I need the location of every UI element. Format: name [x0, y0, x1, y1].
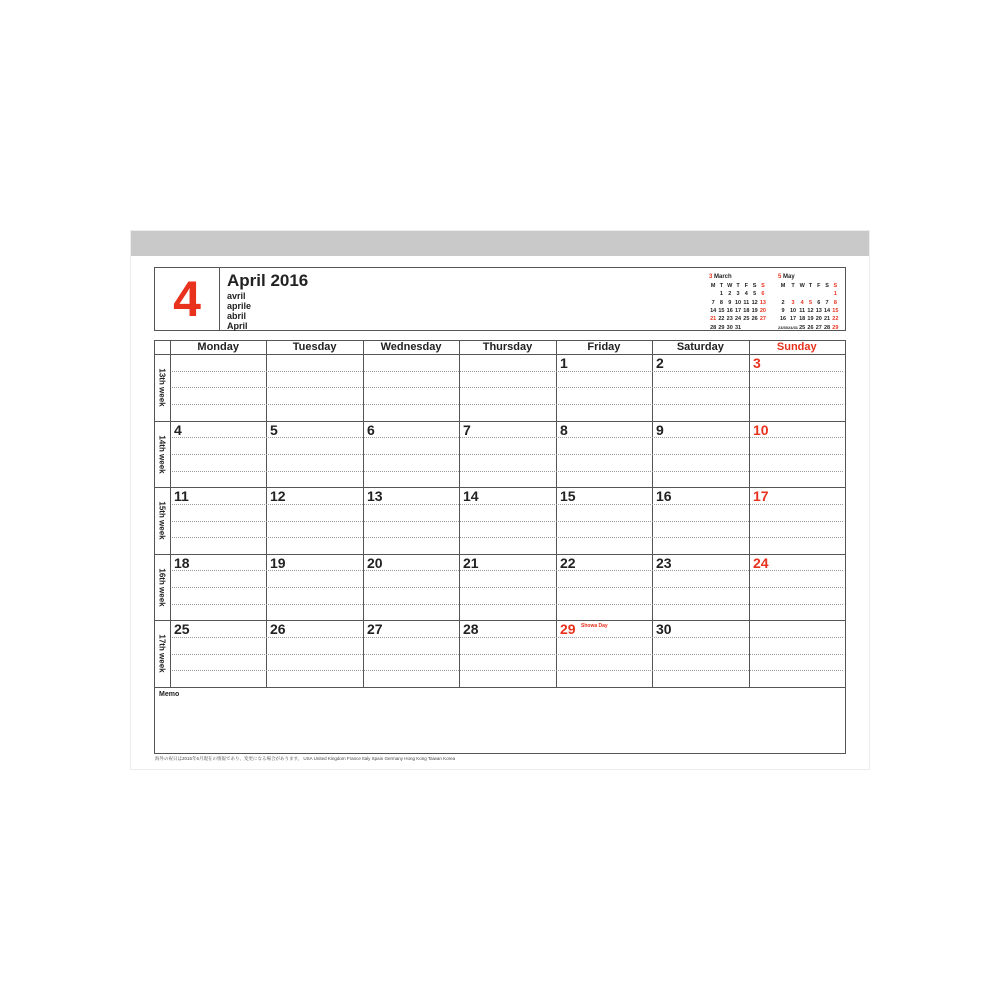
- mini-day: [750, 323, 758, 331]
- mini-day: 4: [800, 299, 804, 306]
- mini-weekday-header: T: [808, 283, 813, 290]
- mini-day: 26: [751, 316, 758, 323]
- day-number: 10: [753, 422, 769, 438]
- mini-day: 20: [815, 316, 822, 323]
- translation-es: abril: [227, 311, 247, 321]
- mini-day: 20: [759, 308, 766, 315]
- mini-day: 21: [710, 316, 717, 323]
- week-label-text: 14th week: [158, 435, 167, 474]
- day-number: 23: [656, 555, 672, 571]
- mini-day: 3: [736, 291, 740, 298]
- mini-day: 31: [734, 324, 742, 331]
- week-label-text: 15th week: [158, 501, 167, 540]
- day-number: 26: [270, 621, 286, 637]
- column-divider: [652, 341, 653, 687]
- memo-box: [154, 687, 846, 754]
- writing-line: [172, 654, 843, 655]
- day-number: 29: [560, 621, 576, 637]
- week-divider: [155, 620, 845, 621]
- mini-day: 5: [753, 291, 757, 298]
- mini-day: 14: [710, 308, 717, 315]
- memo-label: Memo: [159, 691, 180, 698]
- day-number: 14: [463, 488, 479, 504]
- month-header: [154, 267, 846, 331]
- mini-day: 16: [726, 308, 733, 315]
- translation-de: April: [227, 321, 248, 331]
- day-number: 3: [753, 355, 761, 371]
- month-translations: [227, 291, 251, 331]
- column-divider: [170, 341, 171, 687]
- mini-day: 2: [781, 299, 785, 306]
- mini-day: 24: [734, 316, 742, 323]
- mini-day: 30: [726, 324, 733, 331]
- mini-day: 13: [759, 299, 766, 306]
- mini-weekday-header: W: [727, 283, 733, 290]
- week-label: [155, 487, 170, 554]
- mini-day: 10: [734, 299, 742, 306]
- mini-day: 19: [751, 308, 758, 315]
- mini-day: 21: [824, 316, 831, 323]
- writing-line: [172, 604, 843, 605]
- day-number: 8: [560, 422, 568, 438]
- mini-day: 12: [751, 299, 758, 306]
- week-label-text: 17th week: [158, 634, 167, 673]
- mini-day: 23: [726, 316, 733, 323]
- mini-day: 8: [719, 299, 723, 306]
- mini-day: 28: [710, 324, 717, 331]
- mini-day: 29: [718, 324, 725, 331]
- day-number: 16: [656, 488, 672, 504]
- mini-day: [759, 323, 767, 331]
- week-label: [155, 354, 170, 421]
- month-number: 4: [155, 268, 220, 330]
- mini-day: 9: [728, 299, 732, 306]
- footnote: 海外の祝日は2015年6月現在の情報であり、変更になる場合があります。 USA United Kingdom France Italy Spain Germany Hong Kong Taiwan Korea: [155, 756, 456, 761]
- mini-day: 24/31: [788, 324, 799, 330]
- mini-day: 10: [789, 308, 797, 315]
- mini-day: 14: [824, 308, 831, 315]
- day-number: 21: [463, 555, 479, 571]
- week-divider: [155, 487, 845, 488]
- mini-day: 19: [807, 316, 814, 323]
- day-number: 18: [174, 555, 190, 571]
- mini-day: 17: [789, 316, 797, 323]
- mini-day: 18: [799, 316, 806, 323]
- mini-day: 6: [817, 299, 821, 306]
- mini-weekday-header: M: [780, 283, 786, 290]
- mini-day: 13: [815, 308, 822, 315]
- mini-weekday-header: S: [761, 283, 765, 290]
- week-label: [155, 620, 170, 687]
- day-number: 2: [656, 355, 664, 371]
- day-number: 17: [753, 488, 769, 504]
- writing-line: [172, 637, 843, 638]
- column-divider: [556, 341, 557, 687]
- writing-line: [172, 521, 843, 522]
- mini-calendar-may: [778, 274, 840, 332]
- mini-day: [742, 323, 750, 331]
- writing-line: [172, 670, 843, 671]
- mini-day: 5: [808, 299, 812, 306]
- mini-day: 23/30: [778, 324, 789, 330]
- day-number: 24: [753, 555, 769, 571]
- mini-calendar-month-number: 5: [778, 274, 782, 280]
- mini-day: [823, 290, 831, 298]
- mini-day: 3: [791, 299, 795, 306]
- day-number: 5: [270, 422, 278, 438]
- header-divider: [155, 354, 845, 355]
- mini-day: [709, 290, 717, 298]
- day-number: 28: [463, 621, 479, 637]
- week-label-text: 13th week: [158, 368, 167, 407]
- mini-day: [778, 290, 788, 298]
- mini-calendar-title: [709, 274, 767, 282]
- day-number: 13: [367, 488, 383, 504]
- week-label: [155, 554, 170, 621]
- mini-weekday-header: S: [825, 283, 829, 290]
- mini-day: 27: [759, 316, 766, 323]
- mini-day: 26: [807, 324, 814, 331]
- week-label-text: 16th week: [158, 568, 167, 607]
- day-number: 20: [367, 555, 383, 571]
- weekday-header-friday: Friday: [587, 341, 621, 353]
- mini-day: 11: [799, 308, 806, 315]
- month-title: April 2016: [227, 271, 309, 290]
- day-number: 6: [367, 422, 375, 438]
- mini-weekday-header: M: [710, 283, 716, 290]
- mini-calendar-table: [778, 282, 840, 332]
- day-number: 11: [174, 488, 189, 504]
- mini-calendar-march: [709, 274, 767, 332]
- writing-line: [172, 387, 843, 388]
- mini-weekday-header: S: [752, 283, 757, 290]
- calendar-sheet: [131, 231, 869, 769]
- translation-it: aprile: [227, 301, 252, 311]
- week-divider: [155, 554, 845, 555]
- day-number: 19: [270, 555, 286, 571]
- mini-weekday-header: T: [791, 283, 795, 290]
- day-number: 30: [656, 621, 672, 637]
- mini-day: 1: [833, 291, 837, 298]
- column-divider: [459, 341, 460, 687]
- mini-day: 6: [761, 291, 765, 298]
- mini-day: 9: [781, 308, 785, 315]
- column-divider: [749, 341, 750, 687]
- mini-day: 12: [807, 308, 814, 315]
- weekday-header-wednesday: Wednesday: [380, 341, 442, 353]
- writing-line: [172, 537, 843, 538]
- mini-day: 7: [825, 299, 829, 306]
- mini-day: 7: [711, 299, 715, 306]
- day-number: 4: [174, 422, 182, 438]
- mini-day: 15: [718, 308, 725, 315]
- mini-calendar-month-number: 3: [709, 274, 713, 280]
- mini-day: 16: [779, 316, 787, 323]
- weekday-header-saturday: Saturday: [676, 341, 724, 353]
- week-divider: [155, 421, 845, 422]
- mini-day: [788, 290, 798, 298]
- holiday-name: Showa Day: [581, 623, 608, 629]
- mini-weekday-header: F: [744, 283, 749, 290]
- weekday-header-thursday: Thursday: [482, 341, 533, 353]
- mini-day: 18: [743, 308, 750, 315]
- mini-day: 4: [744, 291, 748, 298]
- day-number: 25: [174, 621, 190, 637]
- writing-line: [172, 471, 843, 472]
- mini-day: 27: [815, 324, 822, 331]
- day-number: 12: [270, 488, 286, 504]
- mini-day: 22: [832, 316, 839, 323]
- mini-day: 22: [718, 316, 725, 323]
- mini-day: 17: [734, 308, 742, 315]
- week-label: [155, 421, 170, 488]
- translation-fr: avril: [227, 291, 246, 301]
- weekday-header-sunday: Sunday: [776, 341, 817, 353]
- writing-line: [172, 587, 843, 588]
- month-grid: [154, 340, 846, 688]
- writing-line: [172, 404, 843, 405]
- mini-day: 25: [743, 316, 750, 323]
- column-divider: [266, 341, 267, 687]
- mini-weekday-header: S: [833, 283, 838, 290]
- day-number: 22: [560, 555, 576, 571]
- mini-day: [815, 290, 823, 298]
- writing-line: [172, 504, 843, 505]
- writing-line: [172, 371, 843, 372]
- mini-day: 28: [824, 324, 831, 331]
- mini-calendar-month-name: March: [714, 274, 732, 280]
- mini-weekday-header: T: [736, 283, 740, 290]
- mini-weekday-header: F: [817, 283, 821, 290]
- mini-day: 25: [799, 324, 806, 331]
- writing-line: [172, 454, 843, 455]
- day-number: 9: [656, 422, 664, 438]
- mini-calendar-title: [778, 274, 840, 282]
- day-number: 7: [463, 422, 471, 438]
- mini-day: 15: [832, 308, 839, 315]
- mini-calendar-table: [709, 282, 767, 332]
- day-number: 1: [560, 355, 568, 371]
- mini-day: 8: [833, 299, 837, 306]
- mini-weekday-header: W: [799, 283, 805, 290]
- mini-day: 2: [728, 291, 732, 298]
- mini-weekday-header: T: [719, 283, 724, 290]
- top-band: [131, 231, 869, 256]
- column-divider: [363, 341, 364, 687]
- day-number: 27: [367, 621, 383, 637]
- day-number: 15: [560, 488, 576, 504]
- weekday-header-monday: Monday: [197, 341, 239, 353]
- mini-day: 1: [719, 291, 723, 298]
- mini-calendar-month-name: May: [783, 274, 795, 280]
- mini-day: [806, 290, 814, 298]
- mini-day: [798, 290, 806, 298]
- weekday-header-tuesday: Tuesday: [292, 341, 337, 353]
- mini-day: 29: [832, 324, 839, 331]
- mini-day: 11: [743, 299, 750, 306]
